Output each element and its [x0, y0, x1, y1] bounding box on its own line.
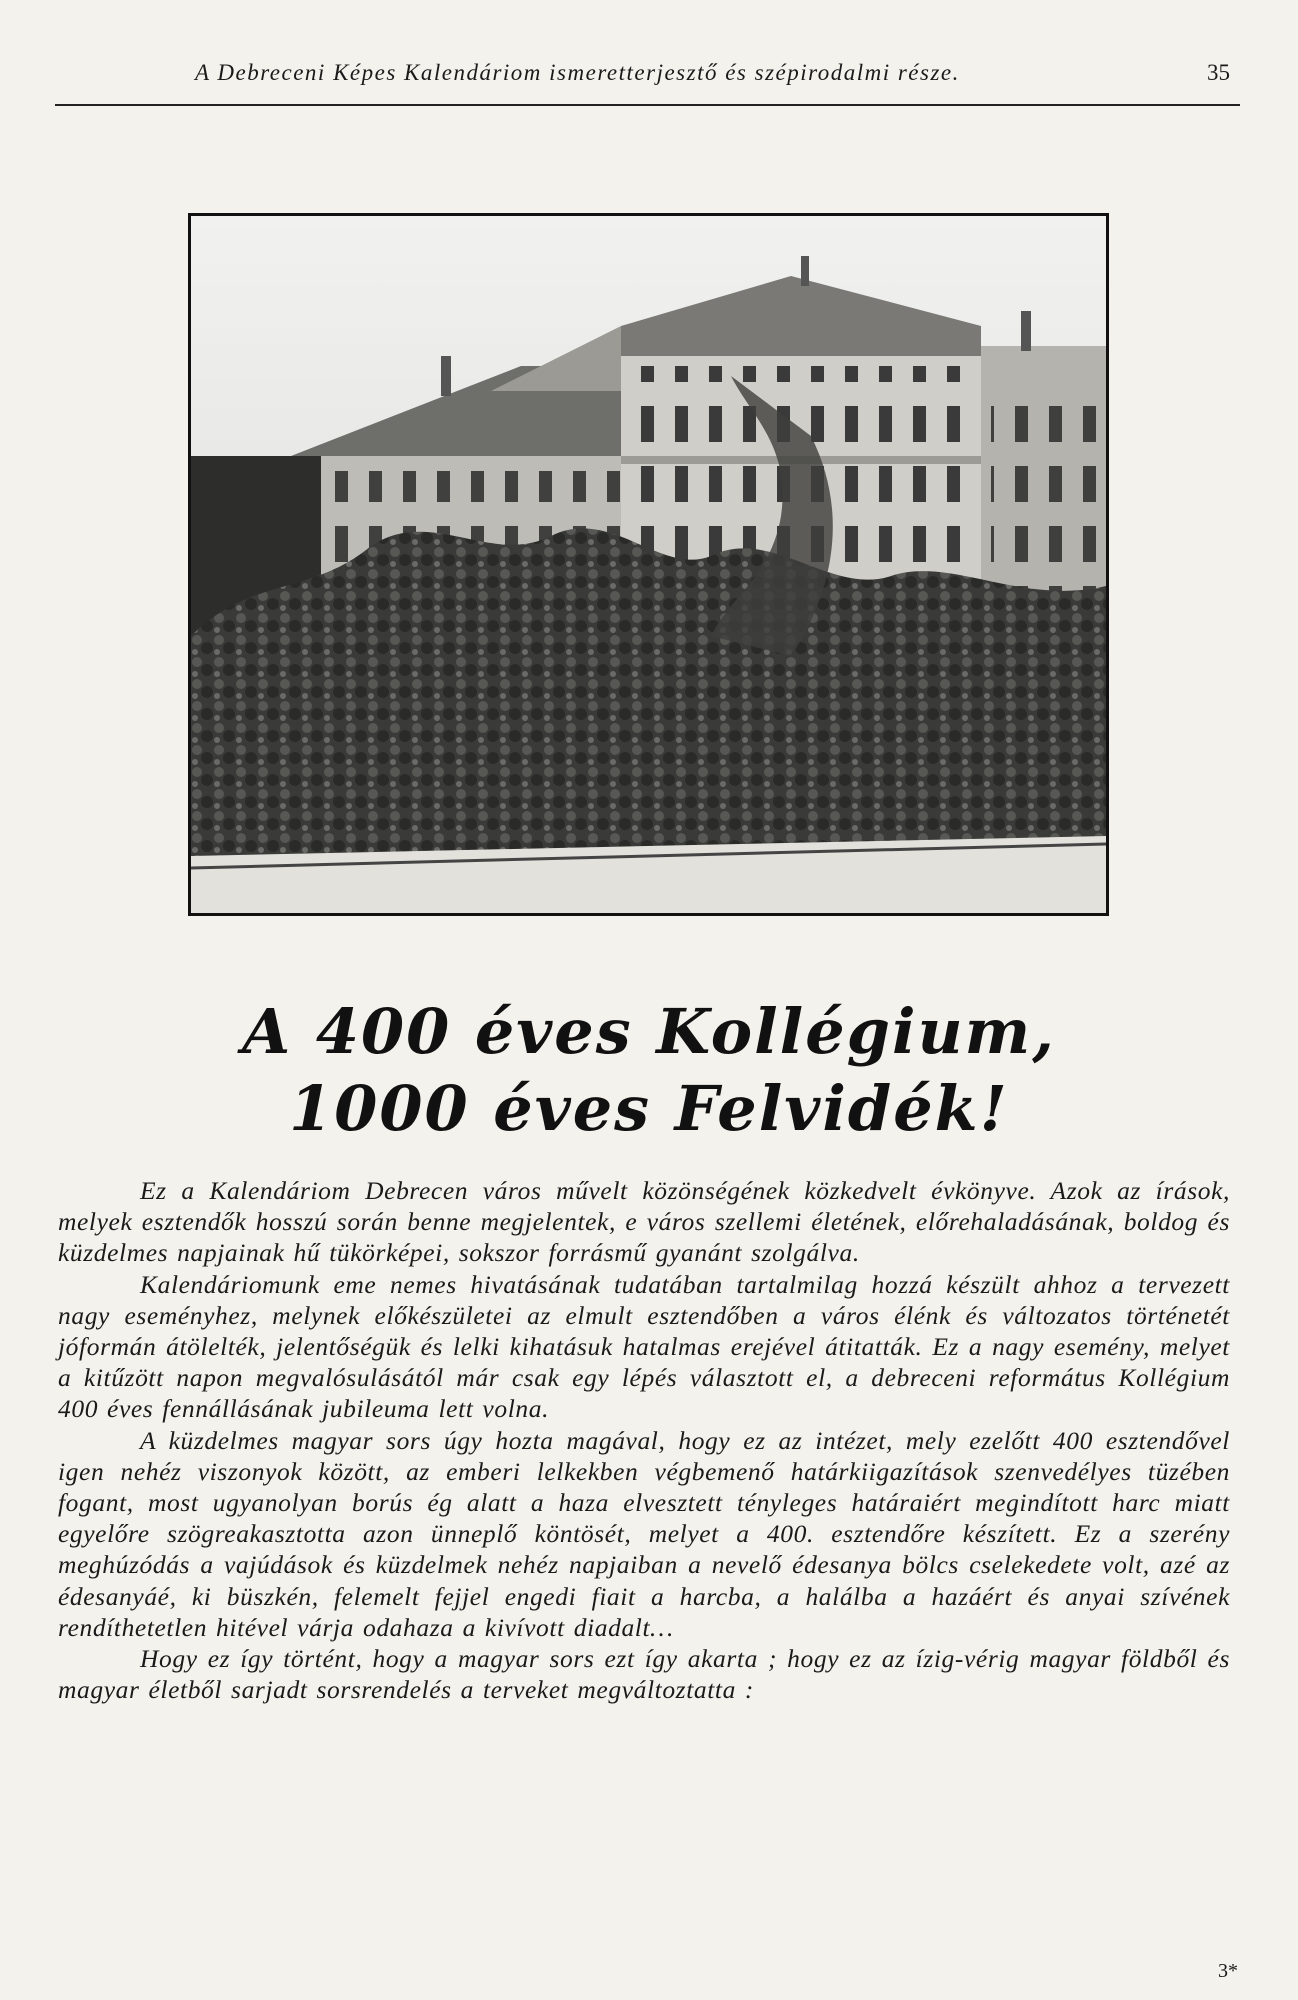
paragraph: Ez a Kalendáriom Debrecen város művelt közönségének közkedvelt évkönyve. Azok az írások, melyek esztendők hosszú során benne megjelentek, e város szellemi életének, előrehaladásának, boldog és küzdelmes napjainak hű tükörképei, sokszor forrásmű gyanánt szolgálva. [58, 1176, 1230, 1268]
page-number: 35 [1207, 60, 1230, 85]
signature-mark: 3* [1218, 1960, 1238, 1982]
article-body [58, 1175, 1230, 1705]
building-with-garden-icon [191, 216, 1106, 913]
running-header [55, 52, 1240, 106]
headline-line-1: A 400 éves Kollégium, [242, 995, 1056, 1068]
running-title: A Debreceni Képes Kalendáriom ismeretterjesztő és szépirodalmi része. [195, 60, 960, 85]
paragraph: Kalendáriomunk eme nemes hivatásának tudatában tartalmilag hozzá készült ahhoz a tervezett nagy eseményhez, melynek előkészületei az elmult esztendőben a város élénk és változatos történetét jóformán átölelték, jelentőségük és lelki kihatásuk hatalmas erejével átitatták. Ez a nagy esemény, melyet a kitűzött napon megvalósulásától már csak egy lépés választott el, a debreceni református Kollégium 400 éves fennállásának jubileuma lett volna. [58, 1269, 1230, 1424]
headline-line-2: 1000 éves Felvidék! [289, 1072, 1009, 1145]
paragraph: Hogy ez így történt, hogy a magyar sors ezt így akarta ; hogy ez az ízig-vérig magyar földből és magyar életből sarjadt sorsrendelés a terveket megváltoztatta : [58, 1644, 1230, 1705]
paragraph: A küzdelmes magyar sors úgy hozta magával, hogy ez az intézet, mely ezelőtt 400 esztendővel igen nehéz viszonyok között, az emberi lelkekben végbemenő határkiigazítások szenvedélyes tüzében fogant, most ugyanolyan borús ég alatt a haza elvesztett tényleges határaiért megindított harc miatt egyelőre szögreakasztotta azon ünneplő köntösét, melyet a 400. esztendőre készített. Ez a szerény meghúzódás a vajúdások és küzdelmek nehéz napjaiban a nevelő édesanya bölcs cselekedete volt, azé az édesanyáé, ki büszkén, felemelt fejjel engedi fiait a harcba, a halálba a hazáért és anyai szívének rendíthetetlen hitével várja odahaza a kivívott diadalt… [58, 1425, 1230, 1642]
kollegium-photo [188, 213, 1109, 916]
